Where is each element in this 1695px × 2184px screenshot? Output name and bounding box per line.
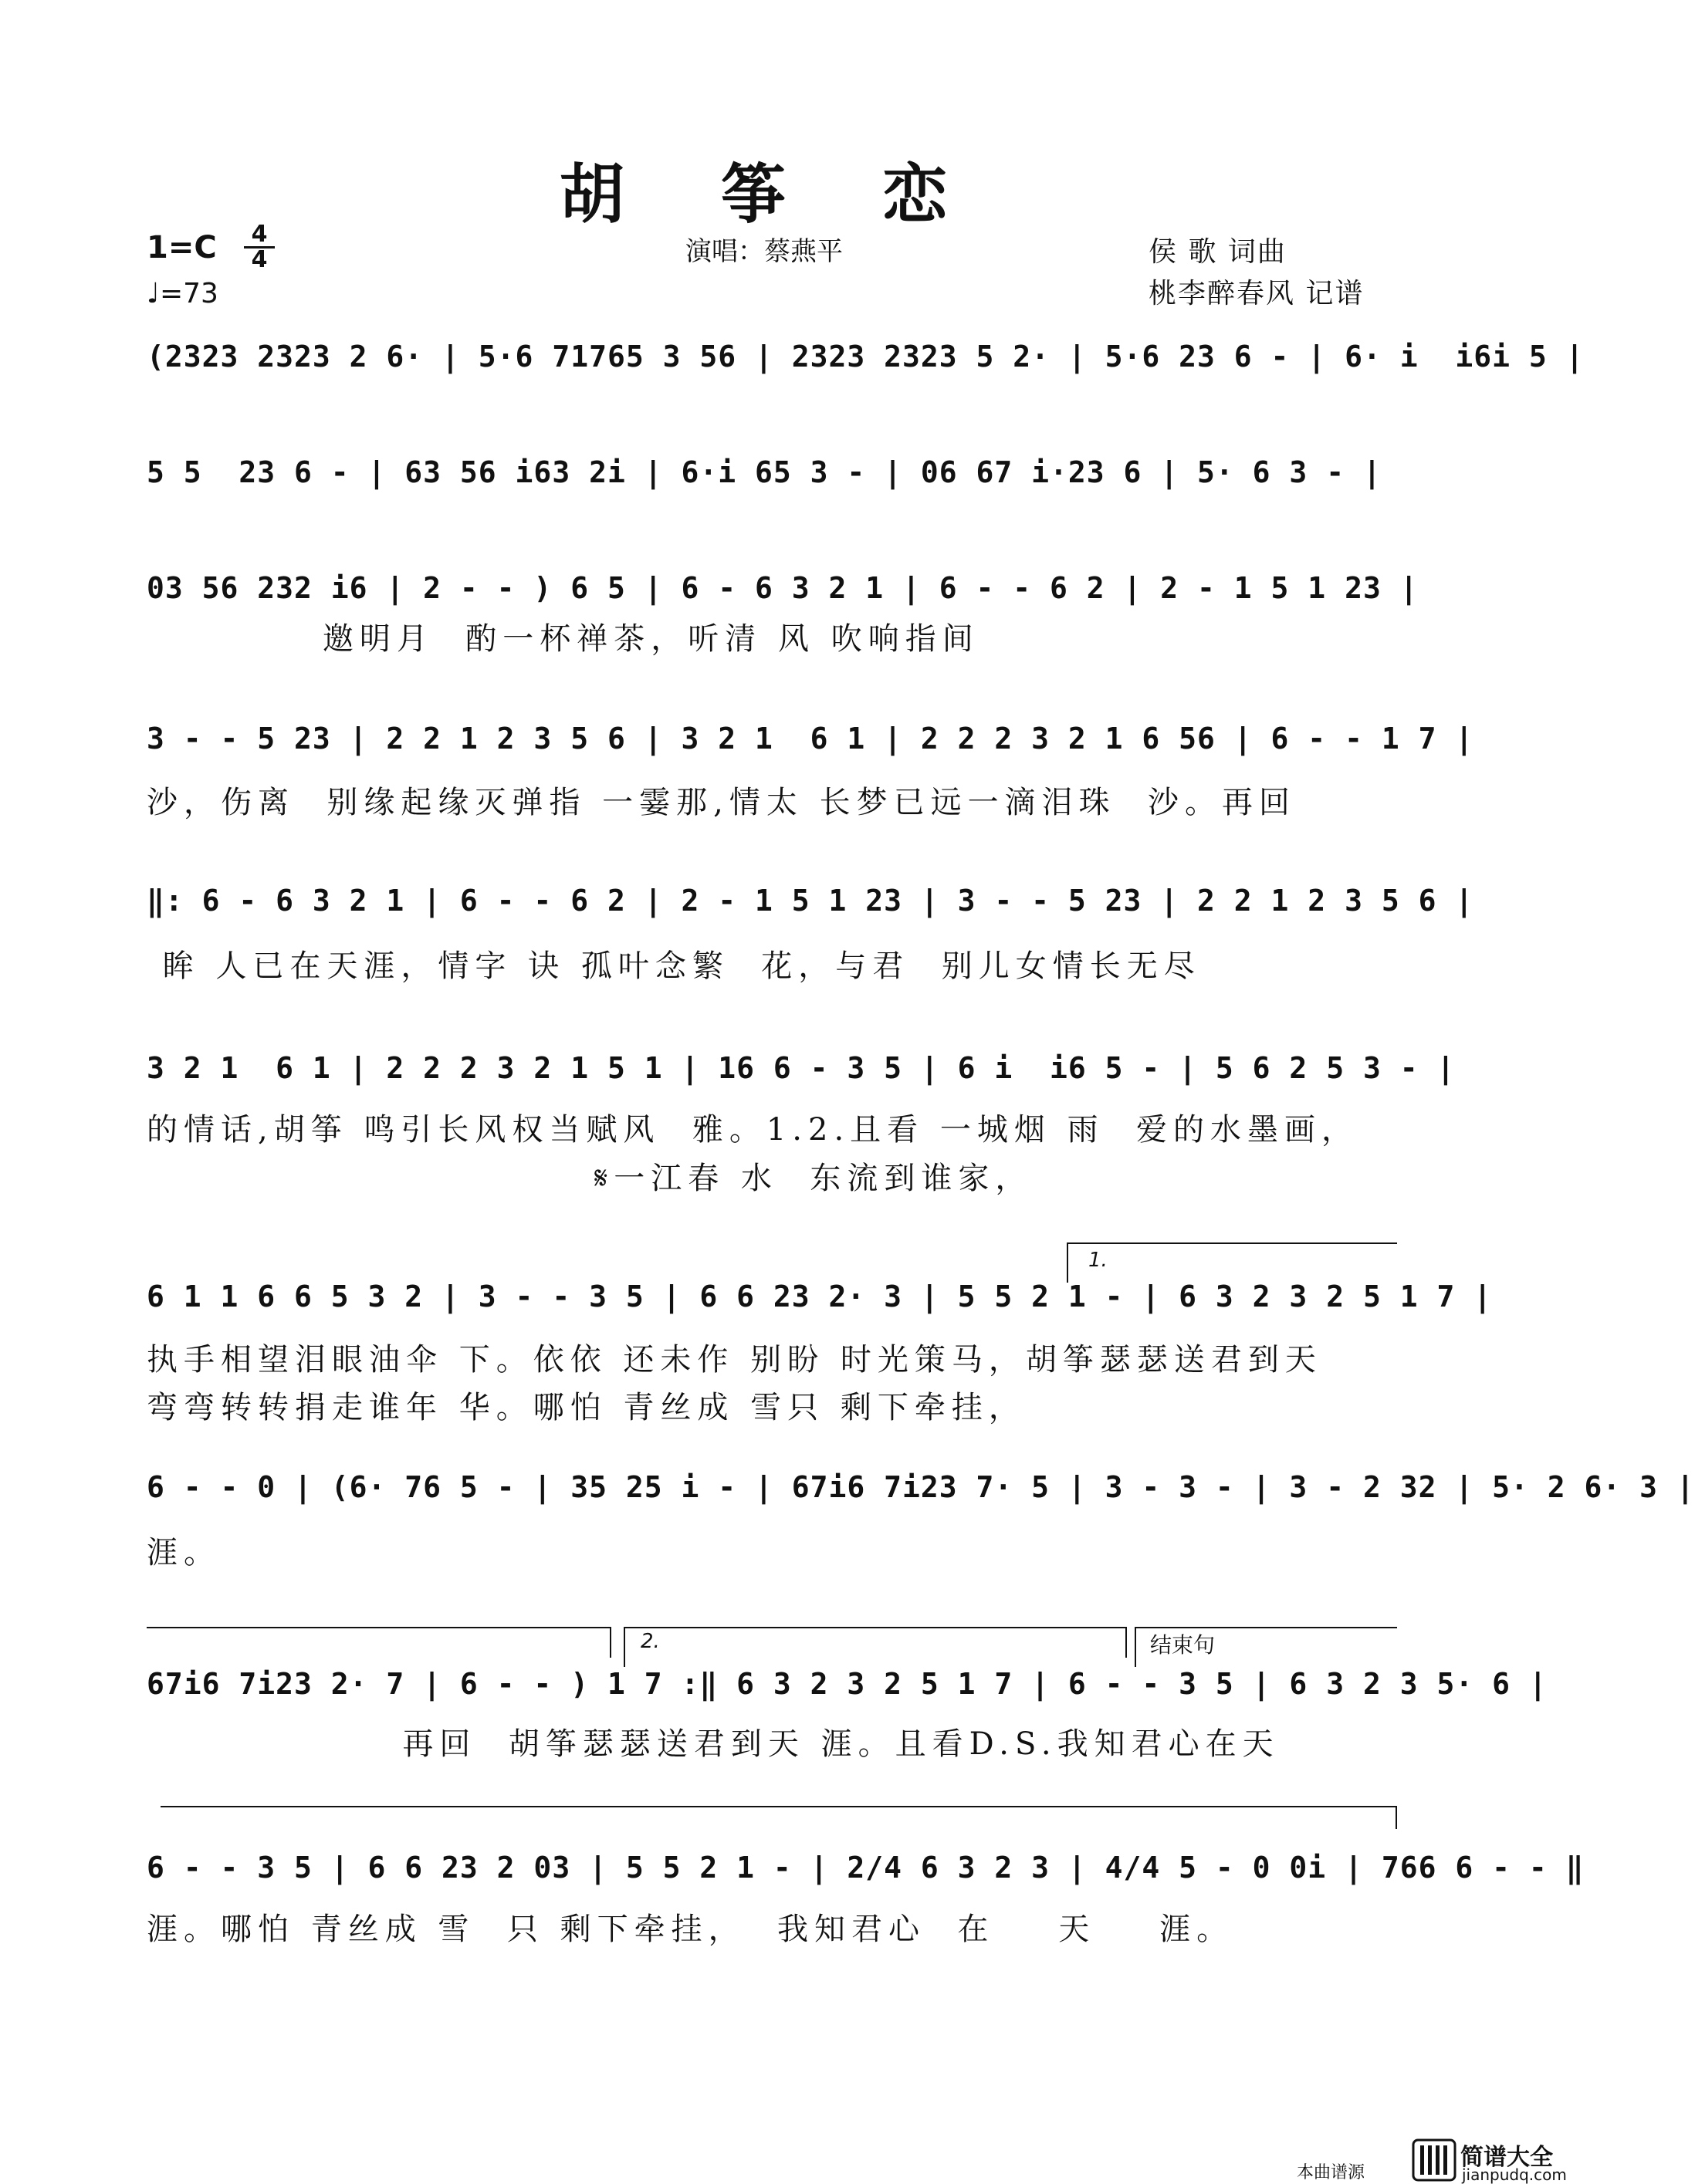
notation-line: 3 - - 5 23 | 2 2 1 2 3 5 6 | 3 2 1 6 1 | 2 2 2 3 2 1 6 56 | 6 - - 1 7 |: [147, 722, 1474, 756]
ending-bracket-continuation: [161, 1806, 1396, 1807]
watermark-brand: 简谱大全: [1460, 2144, 1553, 2171]
lyric-line: 执手相望泪眼油伞 下。依依 还未作 别盼 时光策马，胡筝瑟瑟送君到天: [147, 1342, 1322, 1378]
notation-line: 6 1 1 6 6 5 3 2 | 3 - - 3 5 | 6 6 23 2· 3 | 5 5 2 1 - | 6 3 2 3 2 5 1 7 |: [147, 1280, 1493, 1313]
lyric-line: 沙，伤离 别缘起缘灭弹指 一霎那,情太 长梦已远一滴泪珠 沙。再回: [147, 785, 1297, 820]
watermark-note: 本曲谱源: [1297, 2163, 1365, 2182]
tempo-marking: ♩=73: [147, 278, 218, 309]
transcriber-credit: 桃李醉春风 记谱: [1149, 278, 1365, 309]
notation-line: 5 5 23 6 - | 63 56 i63 2i | 6·i 65 3 - | 06 67 i·23 6 | 5· 6 3 - |: [147, 455, 1382, 489]
notation-line: 6 - - 3 5 | 6 6 23 2 03 | 5 5 2 1 - | 2/4 6 3 2 3 | 4/4 5 - 0 0i | 766 6 - - ‖: [147, 1851, 1585, 1885]
lyric-line: 弯弯转转捐走谁年 华。哪怕 青丝成 雪只 剩下牵挂，: [147, 1390, 1026, 1425]
volta-bracket-continuation: [147, 1627, 610, 1628]
key-signature: 1=C: [147, 230, 217, 265]
lyric-line: 的情话,胡筝 鸣引长风权当赋风 雅。1.2.且看 一城烟 雨 爱的水墨画，: [147, 1112, 1359, 1148]
lyric-line: 涯。: [147, 1535, 221, 1570]
volta-bracket: [1067, 1242, 1397, 1244]
volta-bracket-tick: [610, 1627, 611, 1658]
notation-line: 67i6 7i23 2· 7 | 6 - - ) 1 7 :‖ 6 3 2 3 2 5 1 7 | 6 - - 3 5 | 6 3 2 3 5· 6 |: [147, 1667, 1548, 1701]
volta-second-label: 2.: [641, 1630, 660, 1653]
notation-line: ‖: 6 - 6 3 2 1 | 6 - - 6 2 | 2 - 1 5 1 23 | 3 - - 5 23 | 2 2 1 2 3 5 6 |: [147, 884, 1474, 918]
lyric-line: 眸 人已在天涯，情字 诀 孤叶念繁 花，与君 别儿女情长无尽: [147, 948, 1201, 984]
watermark: [1297, 2138, 1567, 2184]
lyric-line: 涯。哪怕 青丝成 雪 只 剩下牵挂， 我知君心 在 天 涯。: [147, 1912, 1234, 1947]
volta-bracket-tick: [1125, 1627, 1127, 1658]
singer-credit: 演唱：蔡燕平: [685, 236, 843, 267]
time-signature: [244, 221, 275, 273]
lyric-line: 𝄋一江春 水 东流到谁家，: [147, 1161, 1033, 1196]
ending-bracket-tick: [1396, 1806, 1397, 1829]
watermark-url: jianpudq.com: [1462, 2165, 1567, 2184]
piano-logo-icon: [1412, 2139, 1456, 2181]
notation-line: 6 - - 0 | (6· 76 5 - | 35 25 i - | 67i6 7i23 7· 5 | 3 - 3 - | 3 - 2 32 | 5· 2 6· 3 |: [147, 1470, 1695, 1504]
notation-line: 3 2 1 6 1 | 2 2 2 3 2 1 5 1 | 16 6 - 3 5 | 6 i i6 5 - | 5 6 2 5 3 - |: [147, 1051, 1456, 1085]
ending-label: 结束句: [1150, 1632, 1216, 1658]
notation-line: 03 56 232 i6 | 2 - - ) 6 5 | 6 - 6 3 2 1 | 6 - - 6 2 | 2 - 1 5 1 23 |: [147, 571, 1419, 605]
song-title: 胡 筝 恋: [559, 156, 985, 232]
lyric-line: 邀明月 酌一杯禅茶，听清 风 吹响指间: [147, 621, 979, 657]
lyric-line: 再回 胡筝瑟瑟送君到天 涯。且看D.S.我知君心在天: [147, 1726, 1280, 1762]
volta-first-label: 1.: [1088, 1249, 1108, 1272]
lyricist-composer-credit: 侯 歌 词曲: [1149, 236, 1287, 268]
volta-bracket-tick: [624, 1627, 625, 1667]
time-sig-numerator: 4: [251, 221, 268, 248]
notation-line: (2323 2323 2 6· | 5·6 71765 3 56 | 2323 2323 5 2· | 5·6 23 6 - | 6· i i6i 5 |: [147, 340, 1585, 374]
volta-bracket-tick: [1067, 1242, 1068, 1283]
ending-bracket-tick: [1135, 1627, 1136, 1667]
volta-bracket: [624, 1627, 1125, 1628]
time-sig-denominator: 4: [251, 246, 268, 273]
